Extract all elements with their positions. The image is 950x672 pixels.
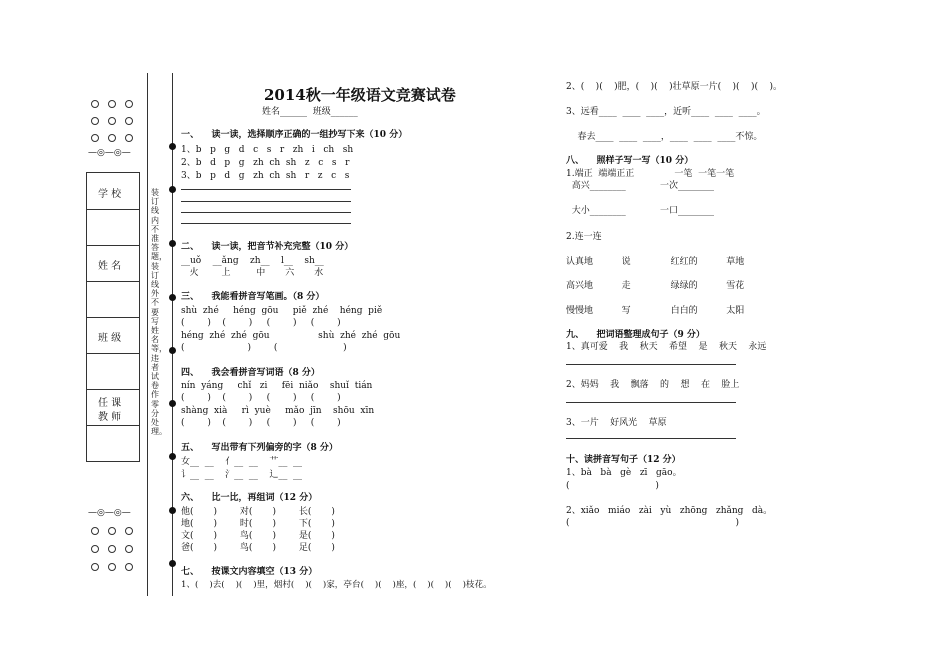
circle-icon	[91, 563, 99, 571]
circle-icon	[91, 527, 99, 535]
s1-answer-line[interactable]	[181, 223, 351, 224]
s10-answer-1[interactable]: ( )	[566, 481, 659, 491]
s3-row-3: héng zhé zhé gōu shù zhé zhé gōu	[181, 331, 401, 341]
s8-example-1: 1.端正 端端正正 一笔 一笔一笔	[566, 169, 735, 179]
binding-dot-icon	[169, 507, 176, 514]
circle-icon	[125, 100, 133, 108]
s4-heading: 四、 我会看拼音写词语（8 分）	[181, 368, 320, 378]
s9-row-1: 1、真可爱 我 秋天 希望 是 秋天 永远	[566, 342, 767, 352]
s3-row-2: ( ) ( ) ( ) ( )	[181, 318, 341, 328]
s10-heading: 十、读拼音写句子（12 分）	[566, 455, 681, 465]
binding-dot-icon	[169, 453, 176, 460]
circle-icon	[125, 527, 133, 535]
s8-example-1a: 高兴________ 一次________	[566, 181, 715, 191]
circle-icon	[125, 117, 133, 125]
binding-line-inner	[172, 73, 173, 596]
s7-row-1: 1、( )去( )( )里，烟村( )( )家，亭台( )( )座，( )( )( )枝花。	[181, 580, 492, 590]
s3-row-1: shù zhé héng gōu piě zhé héng piě	[181, 306, 383, 316]
s8-example-1b: 大小________ 一口________	[566, 206, 715, 216]
teacher-label-1: 任 课	[98, 398, 122, 409]
circle-icon	[125, 134, 133, 142]
s7-row-3: 3、远看____ ____ ____，近听____ ____ ____。	[566, 107, 766, 117]
school-label: 学 校	[98, 189, 122, 200]
class-label: 班 级	[98, 333, 122, 344]
s2-row-2: 火 上 中 六 水	[181, 268, 324, 278]
s4-row-3: shàng xià rì yuè mǎo jīn shōu xīn	[181, 406, 375, 416]
s6-row-2: 地( ) 时( ) 下( )	[181, 519, 335, 529]
circle-icon	[108, 117, 116, 125]
s8-match-row-3: 慢慢地 写 白白的 太阳	[566, 306, 745, 316]
binding-dot-icon	[169, 400, 176, 407]
circle-icon	[91, 545, 99, 553]
circle-icon	[125, 545, 133, 553]
s9-answer-line[interactable]	[566, 364, 736, 365]
s6-row-4: 爸( ) 鸟( ) 足( )	[181, 543, 335, 553]
s4-row-2: ( ) ( ) ( ) ( )	[181, 393, 341, 403]
s1-row-1: 1、b p g d c s r zh i ch sh	[181, 145, 354, 155]
s1-answer-line[interactable]	[181, 201, 351, 202]
s10-row-2: 2、xiǎo miáo zài yù zhōng zhǎng dà。	[566, 506, 773, 516]
s9-row-2: 2、妈妈 我 飘落 的 想 在 脸上	[566, 380, 740, 390]
s1-row-3: 3、b p d g zh ch sh r z c s	[181, 171, 350, 181]
s5-heading: 五、 写出带有下列偏旁的字（8 分）	[181, 443, 338, 453]
circle-icon	[125, 563, 133, 571]
binding-dot-icon	[169, 347, 176, 354]
s9-answer-line[interactable]	[566, 438, 736, 439]
s2-heading: 二、 读一读，把音节补充完整（10 分）	[181, 242, 354, 252]
s9-heading: 九、 把词语整理成句子（9 分）	[566, 330, 705, 340]
s3-heading: 三、 我能看拼音写笔画。（8 分）	[181, 292, 325, 302]
s7-row-2: 2、( )( )肥，( )( )壮草原一片( )( )( )。	[566, 82, 782, 92]
s8-example-2: 2.连一连	[566, 232, 602, 242]
s1-row-2: 2、b d p g zh ch sh z c s r	[181, 158, 350, 168]
s7-heading: 七、 按课文内容填空（13 分）	[181, 567, 318, 577]
s4-row-1: nín yáng chǐ zi fēi niǎo shuǐ tián	[181, 381, 373, 391]
s9-answer-line[interactable]	[566, 402, 736, 403]
s4-row-4: ( ) ( ) ( ) ( )	[181, 418, 341, 428]
s5-row-2: 讠__ __ 氵__ __ 辶__ __	[181, 470, 303, 480]
s6-row-1: 他( ) 对( ) 长( )	[181, 507, 335, 517]
binding-dot-icon	[169, 560, 176, 567]
circle-icon	[91, 134, 99, 142]
ornament-bottom: —◎—◎—	[88, 508, 131, 518]
s5-row-1: 女__ __ 亻__ __ 艹__ __	[181, 457, 303, 467]
circle-icon	[108, 545, 116, 553]
s8-match-row-1: 认真地 说 红红的 草地	[566, 257, 745, 267]
teacher-label-2: 教 师	[98, 412, 122, 423]
binding-note: 装订线内不准答题，装订线外不要写姓名等，违者试卷作零分处理。	[151, 188, 167, 437]
s1-heading: 一、 读一读，选择顺序正确的一组抄写下来（10 分）	[181, 130, 408, 140]
s7-row-4: 春去____ ____ ____，____ ____ ____不惊。	[566, 132, 763, 142]
s8-heading: 八、 照样子写一写（10 分）	[566, 156, 694, 166]
s3-row-4: ( ) ( )	[181, 343, 347, 353]
circle-icon	[91, 117, 99, 125]
binding-dot-icon	[169, 294, 176, 301]
s2-row-1: __uǒ __ǎng zh__ l__ sh__	[181, 256, 324, 266]
s6-row-3: 文( ) 鸟( ) 是( )	[181, 531, 335, 541]
binding-dot-icon	[169, 143, 176, 150]
circle-icon	[108, 563, 116, 571]
circle-icon	[108, 527, 116, 535]
name-class-line: 姓名______ 班级______	[262, 107, 358, 117]
binding-line-outer	[147, 73, 148, 596]
circle-icon	[108, 134, 116, 142]
binding-dot-icon	[169, 186, 176, 193]
circle-icon	[91, 100, 99, 108]
page-title: 2014秋一年级语文竞赛试卷	[264, 86, 456, 104]
ornament-top: —◎—◎—	[88, 148, 131, 158]
s9-row-3: 3、一片 好风光 草原	[566, 418, 667, 428]
s1-answer-line[interactable]	[181, 212, 351, 213]
binding-dot-icon	[169, 240, 176, 247]
circle-icon	[108, 100, 116, 108]
s10-answer-2[interactable]: ( )	[566, 518, 739, 528]
s8-match-row-2: 高兴地 走 绿绿的 雪花	[566, 281, 745, 291]
s10-row-1: 1、bà bà gè zī gāo。	[566, 468, 682, 478]
s6-heading: 六、 比一比，再组词（12 分）	[181, 493, 318, 503]
s1-answer-line[interactable]	[181, 189, 351, 190]
name-label: 姓 名	[98, 261, 122, 272]
